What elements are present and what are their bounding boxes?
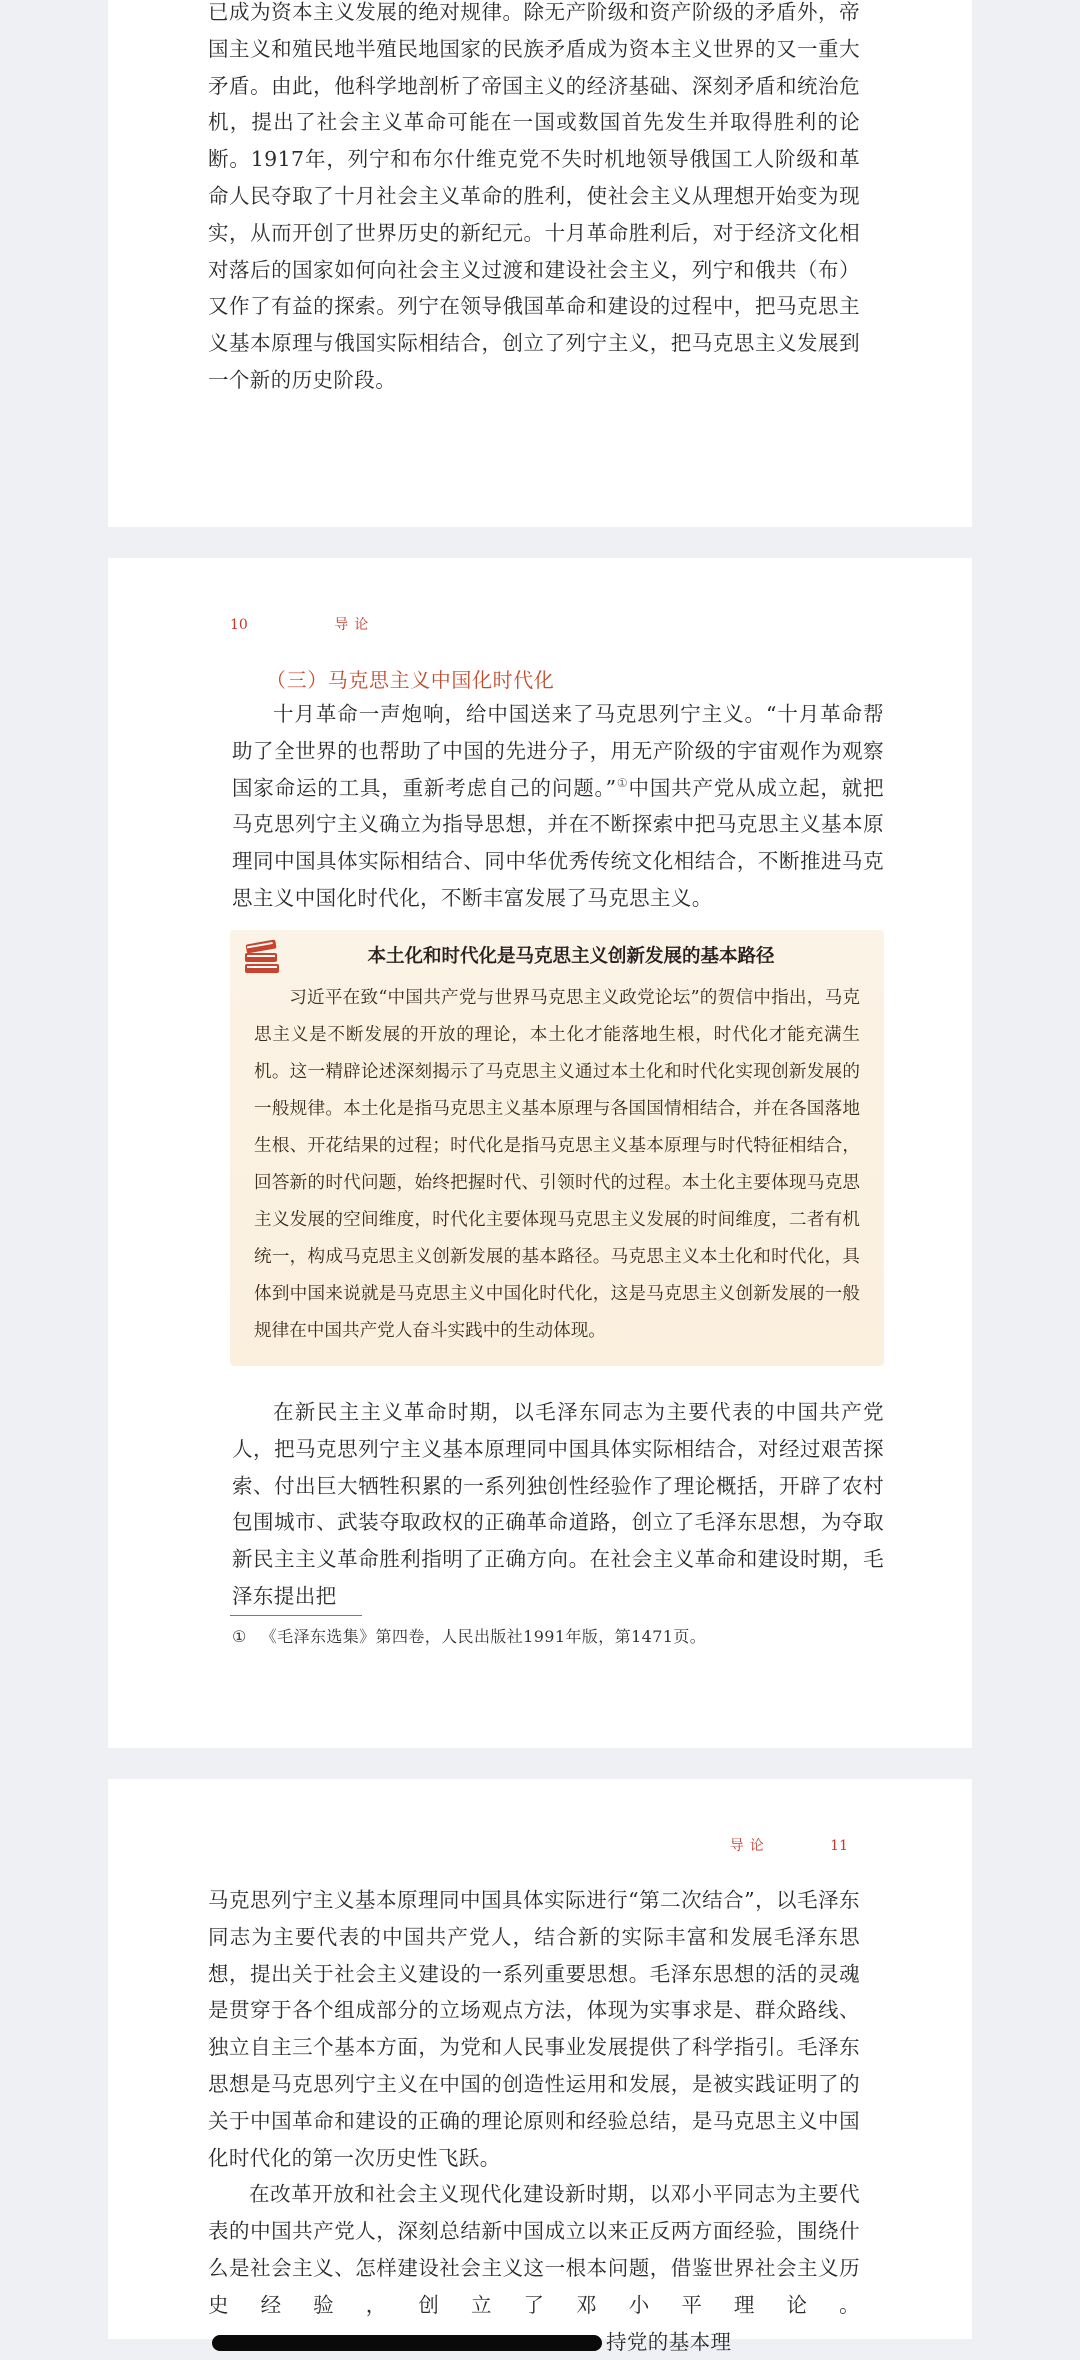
callout-box bbox=[230, 930, 884, 1366]
footnote-text: 《毛泽东选集》第四卷，人民出版社1991年版，第1471页。 bbox=[260, 1627, 707, 1646]
paragraph-text: 中国共产党从成立起，就把马克思列宁主义确立为指导思想，并在不断探索中把马克思主义基本原理同中国具体实际相结合、同中华优秀传统文化相结合，不断推进马克思主义中国化时代化，不断丰富发展了马克思主义。 bbox=[232, 775, 884, 910]
running-header bbox=[730, 1835, 848, 1855]
redaction-mark bbox=[212, 2335, 602, 2351]
paragraph bbox=[232, 696, 884, 917]
footnote-divider bbox=[230, 1615, 362, 1616]
page-2-body-2 bbox=[232, 1394, 884, 1615]
section-header: 导论 bbox=[334, 617, 375, 633]
paragraph-text: 持党的基本理 bbox=[606, 2329, 732, 2354]
running-header bbox=[230, 614, 374, 634]
footnote bbox=[232, 1624, 706, 1647]
page-number: 11 bbox=[830, 1838, 848, 1854]
document-page-1 bbox=[108, 0, 972, 527]
paragraph: 习近平在致“中国共产党与世界马克思主义政党论坛”的贺信中指出，马克思主义是不断发展的开放的理论，本土化才能落地生根，时代化才能充满生机。这一精辟论述深刻揭示了马克思主义通过本土化和时代化实现创新发展的一般规律。本土化是指马克思主义基本原理与各国国情相结合，并在各国落地生根、开花结果的过程；时代化是指马克思主义基本原理与时代特征相结合，回答新的时代问题，始终把握时代、引领时代的过程。本土化主要体现马克思主义发展的空间维度，时代化主要体现马克思主义发展的时间维度，二者有机统一，构成马克思主义创新发展的基本路径。马克思主义本土化和时代化，具体到中国来说就是马克思主义中国化时代化，这是马克思主义创新发展的一般规律在中国共产党人奋斗实践中的生动体现。 bbox=[254, 988, 860, 1341]
paragraph-text: 在改革开放和社会主义现代化建设新时期，以邓小平同志为主要代表的中国共产党人，深刻总结新中国成立以来正反两方面经验，围绕什么是社会主义、怎样建设社会主义这一根本问题，借鉴世界社会主义历史经验，创立了邓小平理论。 bbox=[208, 2182, 860, 2317]
page-3-body bbox=[208, 1882, 860, 2360]
callout-text bbox=[254, 980, 860, 1350]
paragraph: 马克思列宁主义基本原理同中国具体实际进行“第二次结合”，以毛泽东同志为主要代表的中国共产党人，结合新的实际丰富和发展毛泽东思想，提出关于社会主义建设的一系列重要思想。毛泽东思想的活的灵魂是贯穿于各个组成部分的立场观点方法，体现为实事求是、群众路线、独立自主三个基本方面，为党和人民事业发展提供了科学指引。毛泽东思想是马克思列宁主义在中国的创造性运用和发展，是被实践证明了的关于中国革命和建设的正确的理论原则和经验总结，是马克思主义中国化时代化的第一次历史性飞跃。 bbox=[208, 1888, 860, 2170]
paragraph: 已成为资本主义发展的绝对规律。除无产阶级和资产阶级的矛盾外，帝国主义和殖民地半殖民地国家的民族矛盾成为资本主义世界的又一重大矛盾。由此，他科学地剖析了帝国主义的经济基础、深刻矛盾和统治危机，提出了社会主义革命可能在一国或数国首先发生并取得胜利的论断。1917年，列宁和布尔什维克党不失时机地领导俄国工人阶级和革命人民夺取了十月社会主义革命的胜利，使社会主义从理想开始变为现实，从而开创了世界历史的新纪元。十月革命胜利后，对于经济文化相对落后的国家如何向社会主义过渡和建设社会主义，列宁和俄共（布）又作了有益的探索。列宁在领导俄国革命和建设的过程中，把马克思主义基本原理与俄国实际相结合，创立了列宁主义，把马克思主义发展到一个新的历史阶段。 bbox=[208, 0, 860, 392]
footnote-ref[interactable]: ① bbox=[616, 775, 629, 790]
paragraph: 在新民主主义革命时期，以毛泽东同志为主要代表的中国共产党人，把马克思列宁主义基本原理同中国具体实际相结合，对经过艰苦探索、付出巨大牺牲积累的一系列独创性经验作了理论概括，开辟了农村包围城市、武装夺取政权的正确革命道路，创立了毛泽东思想，为夺取新民主主义革命胜利指明了正确方向。在社会主义革命和建设时期，毛泽东提出把 bbox=[232, 1400, 884, 1608]
paragraph bbox=[208, 2176, 860, 2360]
page-number: 10 bbox=[230, 617, 248, 633]
page-1-body bbox=[208, 0, 860, 399]
section-title: （三）马克思主义中国化时代化 bbox=[266, 668, 555, 692]
document-page-2 bbox=[108, 558, 972, 1748]
page-2-body-1 bbox=[232, 696, 884, 917]
section-header: 导论 bbox=[729, 1838, 770, 1854]
footnote-marker: ① bbox=[232, 1627, 247, 1646]
document-page-3 bbox=[108, 1779, 972, 2354]
paragraph-text: 十月革命一声炮响，给中国送来了马克思列宁主义。“十月革命帮助了全世界的也帮助了中国的先进分子，用无产阶级的宇宙观作为观察国家命运的工具，重新考虑自己的问题。” bbox=[232, 702, 884, 800]
callout-title: 本土化和时代化是马克思主义创新发展的基本路径 bbox=[367, 946, 775, 967]
